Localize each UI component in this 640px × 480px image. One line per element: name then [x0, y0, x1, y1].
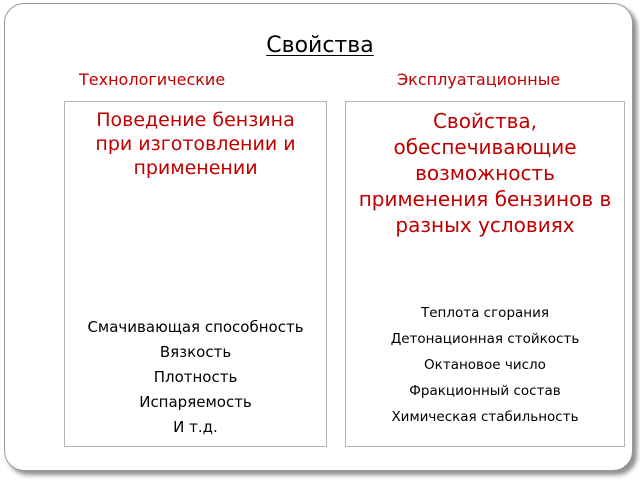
technological-description: Поведение бензина при изготовлении и применении: [95, 109, 296, 179]
technological-properties-box: [64, 101, 327, 447]
list-item: Смачивающая способность: [87, 318, 304, 336]
slide-title: [0, 33, 640, 58]
list-item: И т.д.: [173, 418, 218, 436]
list-item: Детонационная стойкость: [390, 331, 580, 347]
list-item: Химическая стабильность: [391, 409, 579, 425]
list-item: Теплота сгорания: [420, 305, 550, 321]
list-item: Октановое число: [424, 357, 546, 373]
slide-title-text: Свойства: [266, 33, 374, 58]
list-item: Испаряемость: [139, 393, 252, 411]
technological-properties-list: [65, 315, 326, 440]
operational-properties-box: [345, 101, 625, 447]
column-heading-operational: Эксплуатационные: [397, 70, 561, 89]
list-item: Вязкость: [159, 343, 232, 361]
operational-description: Свойства, обеспечивающие возможность применения бензинов в разных условиях: [358, 109, 612, 237]
list-item: Плотность: [153, 368, 238, 386]
column-heading-technological: Технологические: [79, 70, 226, 89]
list-item: Фракционный состав: [409, 383, 561, 399]
operational-properties-list: [346, 300, 624, 430]
